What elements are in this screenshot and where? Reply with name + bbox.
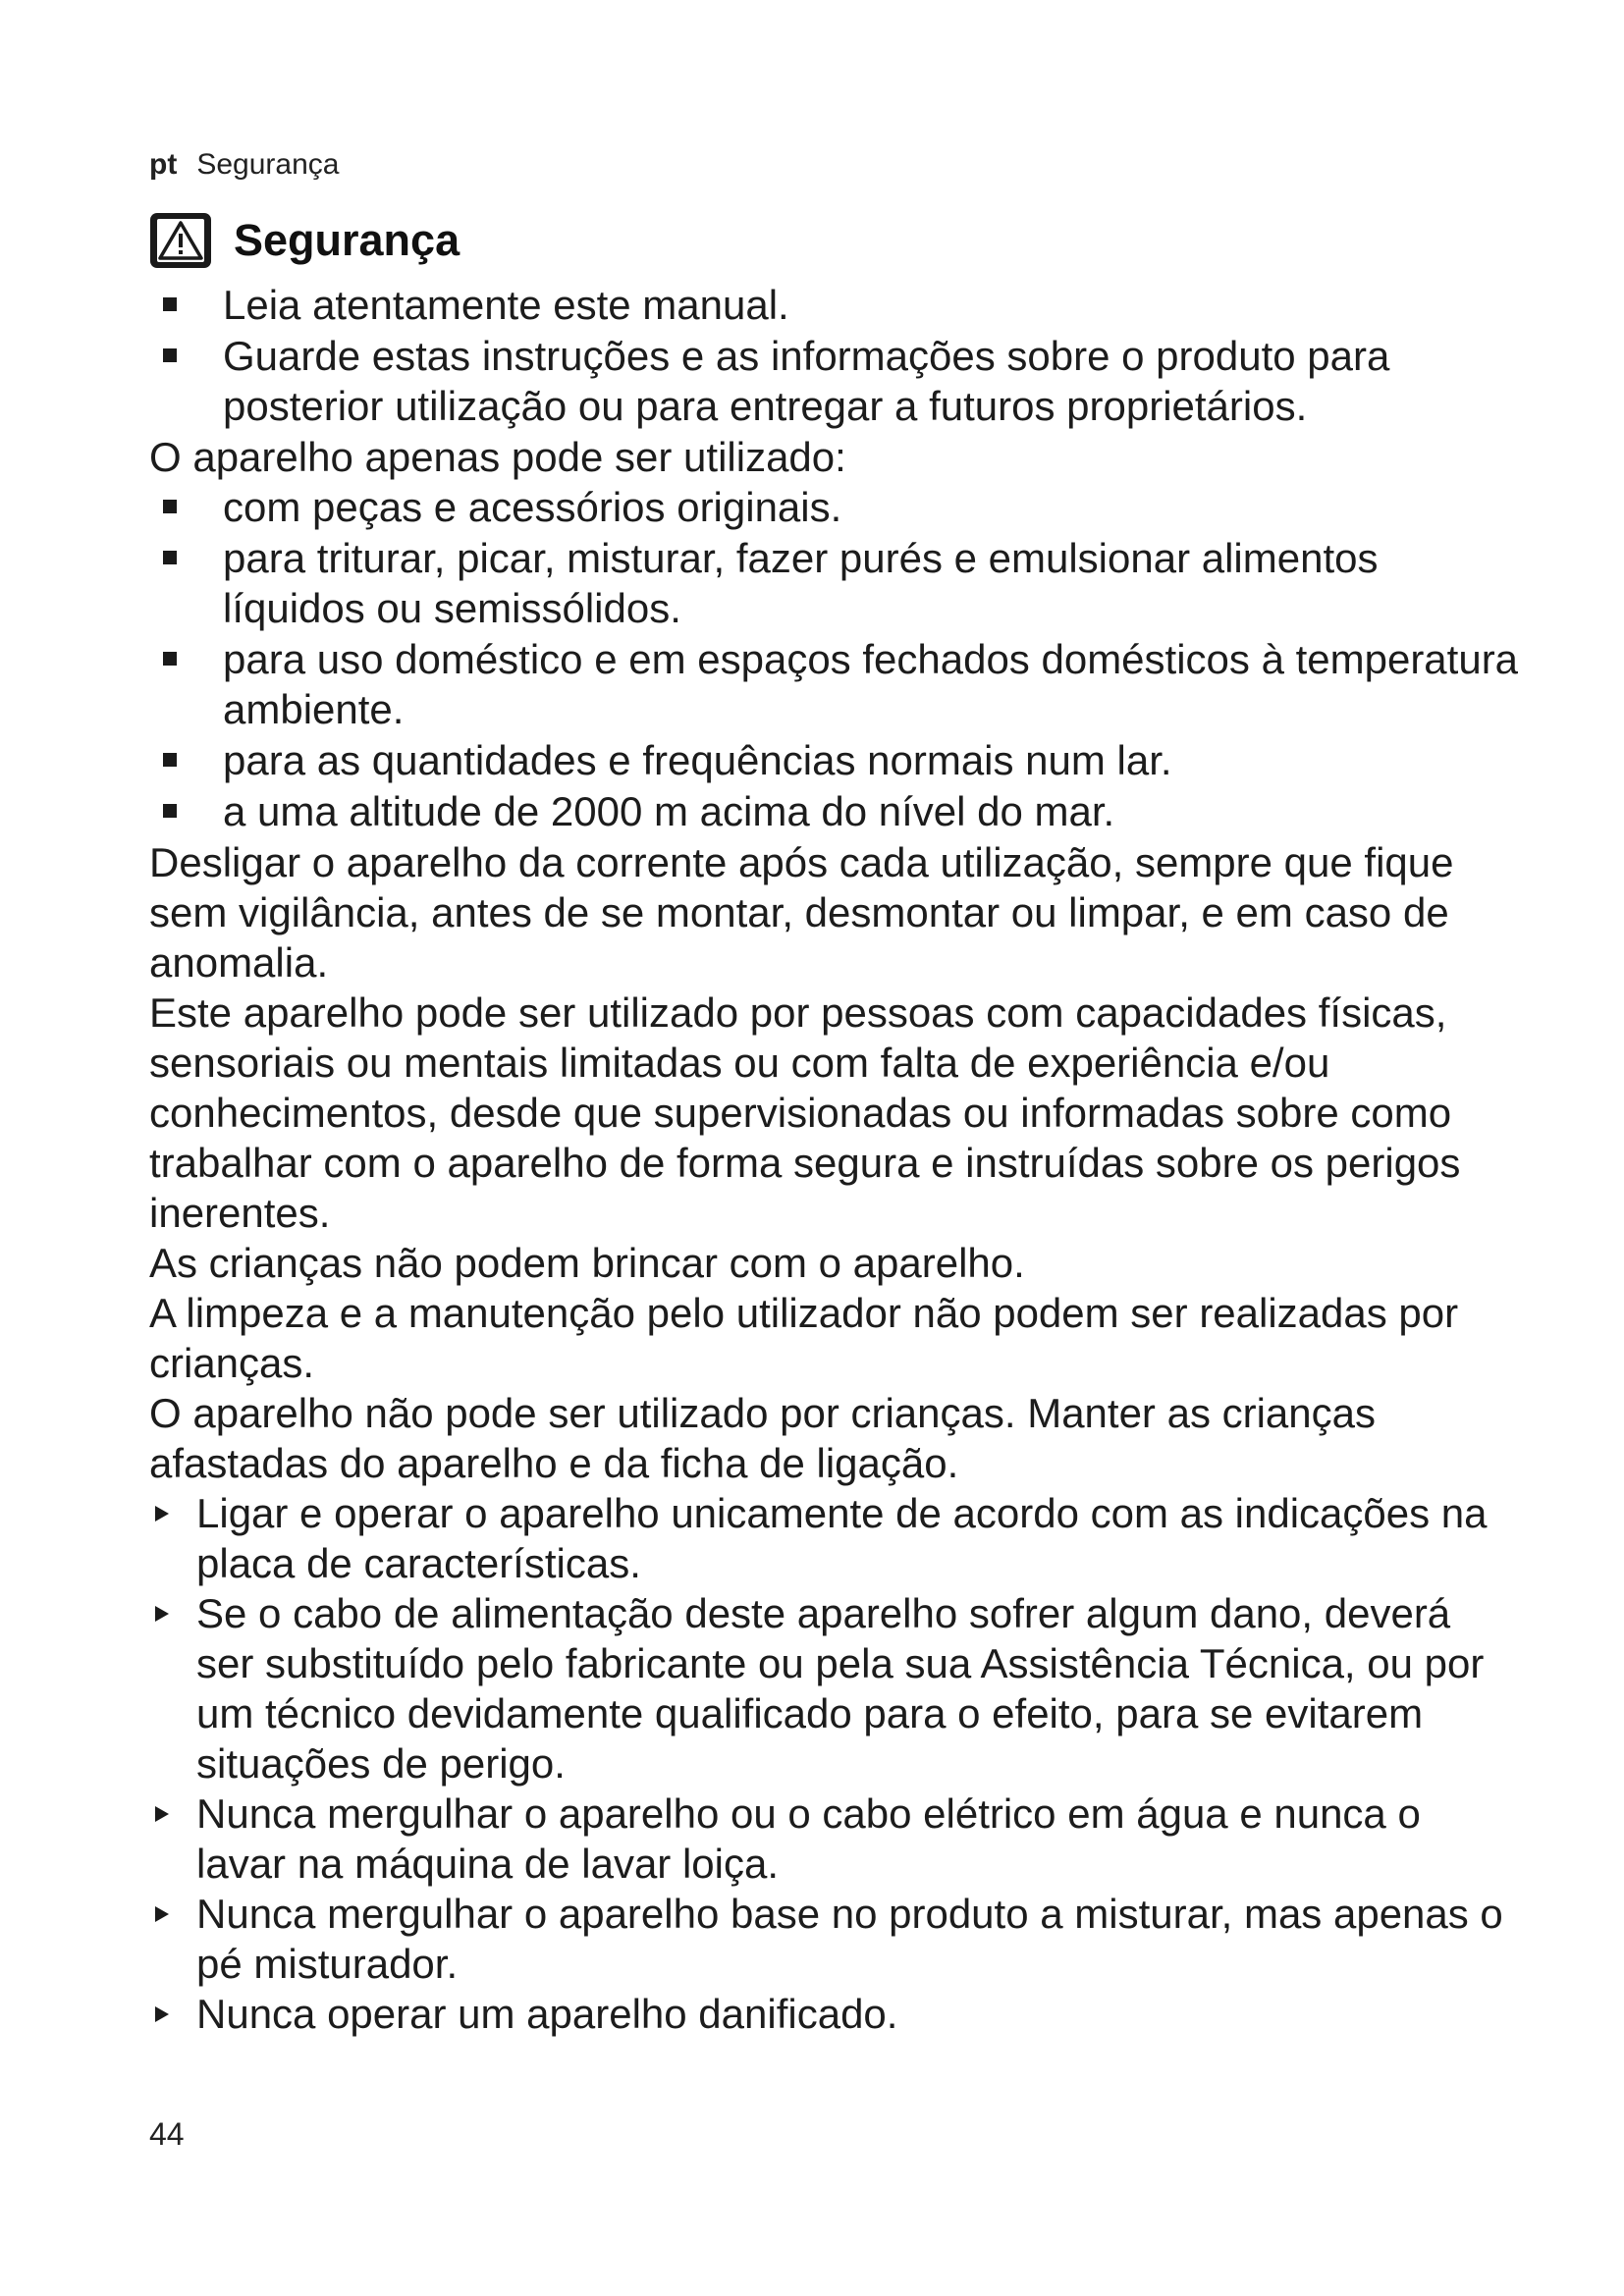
triangle-bullet-icon	[155, 1506, 169, 1522]
list-item: para uso doméstico e em espaços fechados domésticos à temperatura ambiente.	[149, 634, 1519, 734]
running-header	[149, 147, 339, 183]
paragraph: A limpeza e a manutenção pelo utilizador não podem ser realizadas por crianças.	[149, 1290, 1459, 1386]
list-item: a uma altitude de 2000 m acima do nível do mar.	[149, 786, 1519, 836]
triangle-bullet-icon	[155, 1606, 169, 1622]
triangle-bullet-icon	[155, 1906, 169, 1922]
section-title-row	[149, 211, 460, 270]
list-item: Guarde estas instruções e as informações sobre o produto para posterior utilização ou para entregar a futuros proprietários.	[149, 331, 1519, 431]
paragraph: Este aparelho pode ser utilizado por pessoas com capacidades físicas, sensoriais ou mentais limitadas ou com falta de experiência e/ou conhecimentos, desde que supervisionadas ou informadas sobre como trabalhar com o aparelho de forma segura e instruídas sobre os perigos inerentes.	[149, 989, 1461, 1236]
triangle-bullet-icon	[155, 1806, 169, 1822]
square-bullet-icon	[163, 753, 177, 767]
action-item: Nunca mergulhar o aparelho base no produto a misturar, mas apenas o pé misturador.	[149, 1889, 1519, 1989]
list-item: para triturar, picar, misturar, fazer purés e emulsionar alimentos líquidos ou semissólidos.	[149, 533, 1519, 633]
square-bullet-icon	[163, 500, 177, 513]
square-bullet-icon	[163, 348, 177, 362]
triangle-bullet-icon	[155, 2006, 169, 2022]
action-item: Se o cabo de alimentação deste aparelho sofrer algum dano, deverá ser substituído pelo fabricante ou pela sua Assistência Técnica, ou por um técnico devidamente qualificado para o efeito, para se evitarem situações de perigo.	[149, 1588, 1519, 1789]
square-bullet-icon	[163, 804, 177, 818]
list-item: para as quantidades e frequências normais num lar.	[149, 735, 1519, 785]
warning-icon	[149, 212, 212, 269]
language-code: pt	[149, 148, 178, 181]
paragraph: As crianças não podem brincar com o aparelho.	[149, 1240, 1025, 1286]
page-number: 44	[149, 2116, 185, 2152]
list-item: Leia atentamente este manual.	[149, 280, 1519, 330]
square-bullet-icon	[163, 551, 177, 564]
page-title: Segurança	[234, 215, 460, 265]
square-bullet-icon	[163, 652, 177, 666]
paragraph: Desligar o aparelho da corrente após cada utilização, sempre que fique sem vigilância, antes de se montar, desmontar ou limpar, e em caso de anomalia.	[149, 839, 1454, 986]
section-name: Segurança	[196, 148, 340, 181]
square-bullet-icon	[163, 297, 177, 311]
action-item: Nunca operar um aparelho danificado.	[149, 1989, 1519, 2039]
list-item: com peças e acessórios originais.	[149, 482, 1519, 532]
paragraph: O aparelho não pode ser utilizado por crianças. Manter as crianças afastadas do aparelho e da ficha de ligação.	[149, 1390, 1377, 1486]
usage-heading: O aparelho apenas pode ser utilizado:	[149, 434, 846, 480]
action-item: Nunca mergulhar o aparelho ou o cabo elétrico em água e nunca o lavar na máquina de lavar loiça.	[149, 1789, 1519, 1889]
action-item: Ligar e operar o aparelho unicamente de acordo com as indicações na placa de características.	[149, 1488, 1519, 1588]
safety-content	[149, 280, 1519, 2039]
